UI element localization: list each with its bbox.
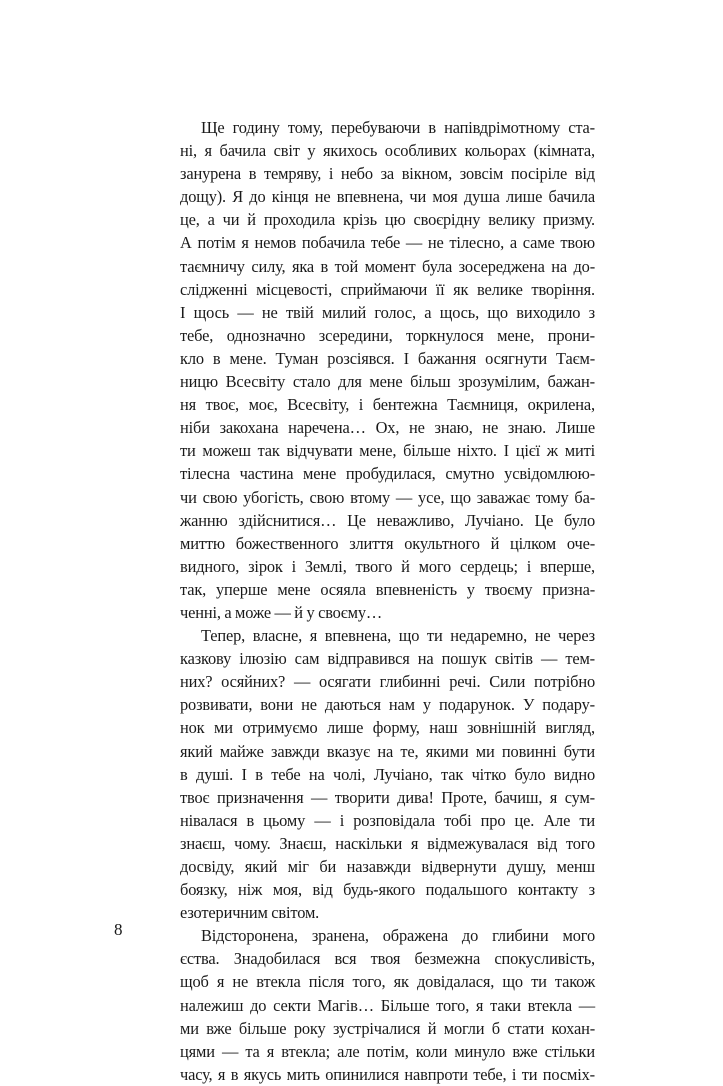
text-line: твоє призначення — творити дива! Проте, бачиш, я сум- — [180, 787, 595, 807]
text-line: видного, зірок і Землі, твого й мого сердець; і вперше, — [180, 556, 595, 576]
text-line: ніби закохана наречена… Ох, не знаю, не знаю. Лише — [180, 418, 595, 438]
text-line: так, уперше мене осяяла впевненість у твоєму призна- — [180, 579, 595, 599]
text-line: який майже завжди вказує на те, якими ми повинні бути — [180, 741, 595, 761]
text-line: занурена в темряву, і небо за вікном, зовсім посіріле від — [180, 164, 595, 184]
text-line: А потім я немов побачила тебе — не тілесно, а саме твою — [180, 233, 595, 253]
text-line: казкову ілюзію сам відправився на пошук світів — тем- — [180, 649, 595, 669]
text-line: тілесна частина мене пробудилася, смутно усвідомлюю- — [180, 464, 595, 484]
text-line: езотеричним світом. — [180, 903, 320, 923]
text-line: І щось — не твій милий голос, а щось, що виходило з — [180, 302, 595, 322]
text-line: кло в мене. Туман розсіявся. І бажання осягнути Таєм- — [180, 348, 595, 368]
text-line: ницю Всесвіту стало для мене більш зрозумілим, бажан- — [180, 372, 595, 392]
text-line: це, а чи й проходила крізь цю своєрідну велику призму. — [180, 210, 595, 230]
text-line: слідженні місцевості, сприймаючи її як велике творіння. — [180, 279, 595, 299]
body-text — [180, 116, 595, 1086]
text-line: миттю божественного злиття окультного й цілком оче- — [180, 533, 595, 553]
text-line: жанню здійснитися… Це неважливо, Лучіано. Це було — [180, 510, 595, 530]
text-line: Відсторонена, зранена, ображена до глибини мого — [201, 926, 595, 946]
text-line: ми вже більше року зустрічалися й могли б стати кохан- — [180, 1018, 595, 1038]
text-line: Тепер, власне, я впевнена, що ти недаремно, не через — [201, 626, 595, 646]
text-line: належиш до секти Магів… Більше того, я таки втекла — — [180, 995, 595, 1015]
text-line: знаєш, чому. Знаєш, наскільки я відмежувалася від того — [180, 833, 595, 853]
text-line: Ще годину тому, перебуваючи в напівдрімотному ста- — [201, 118, 595, 137]
text-line: тебе, однозначно зсередини, торкнулося мене, прони- — [180, 325, 595, 345]
text-line: часу, я в якусь мить опинилися навпроти тебе, і ти посміх- — [180, 1064, 595, 1084]
text-line: досвіду, який міг би назавжди відвернути душу, менш — [180, 857, 595, 876]
text-line: ні, я бачила світ у якихось особливих кольорах (кімната, — [180, 141, 595, 161]
text-line: чи свою убогість, свою втому — усе, що заважає тому ба- — [180, 487, 595, 507]
text-line: нівалася в цьому — і розповідала тобі про це. Але ти — [180, 810, 595, 830]
text-line: дощу). Я до кінця не впевнена, чи моя душа лише бачила — [180, 187, 595, 207]
text-line: розвивати, вони не даються нам у подарунок. У подару- — [180, 695, 595, 715]
text-line: щоб я не втекла після того, як довідалася, що ти також — [180, 972, 595, 992]
text-line: боязку, ніж моя, від будь-якого подальшого контакту з — [180, 880, 595, 900]
text-line: в душі. І в тебе на чолі, Лучіано, так чітко було видно — [180, 764, 595, 784]
text-line: таємничу силу, яка в той момент була зосереджена на до- — [180, 256, 595, 276]
text-line: них? осяйних? — осягати глибинні речі. Сили потрібно — [180, 672, 595, 692]
text-line: ти можеш так відчувати мене, більше ніхто. І цієї ж миті — [180, 441, 595, 461]
page-number: 8 — [114, 920, 123, 939]
text-line: цями — та я втекла; але потім, коли минуло вже стільки — [180, 1041, 595, 1061]
text-line: ченні, а може — й у своєму… — [180, 602, 383, 622]
text-line: ня твоє, моє, Всесвіту, і бентежна Таємниця, окрилена, — [180, 395, 595, 415]
text-line: єства. Знадобилася вся твоя безмежна спокусливість, — [180, 949, 595, 969]
text-line: нок ми отримуємо лише форму, наш зовнішній вигляд, — [180, 718, 595, 738]
